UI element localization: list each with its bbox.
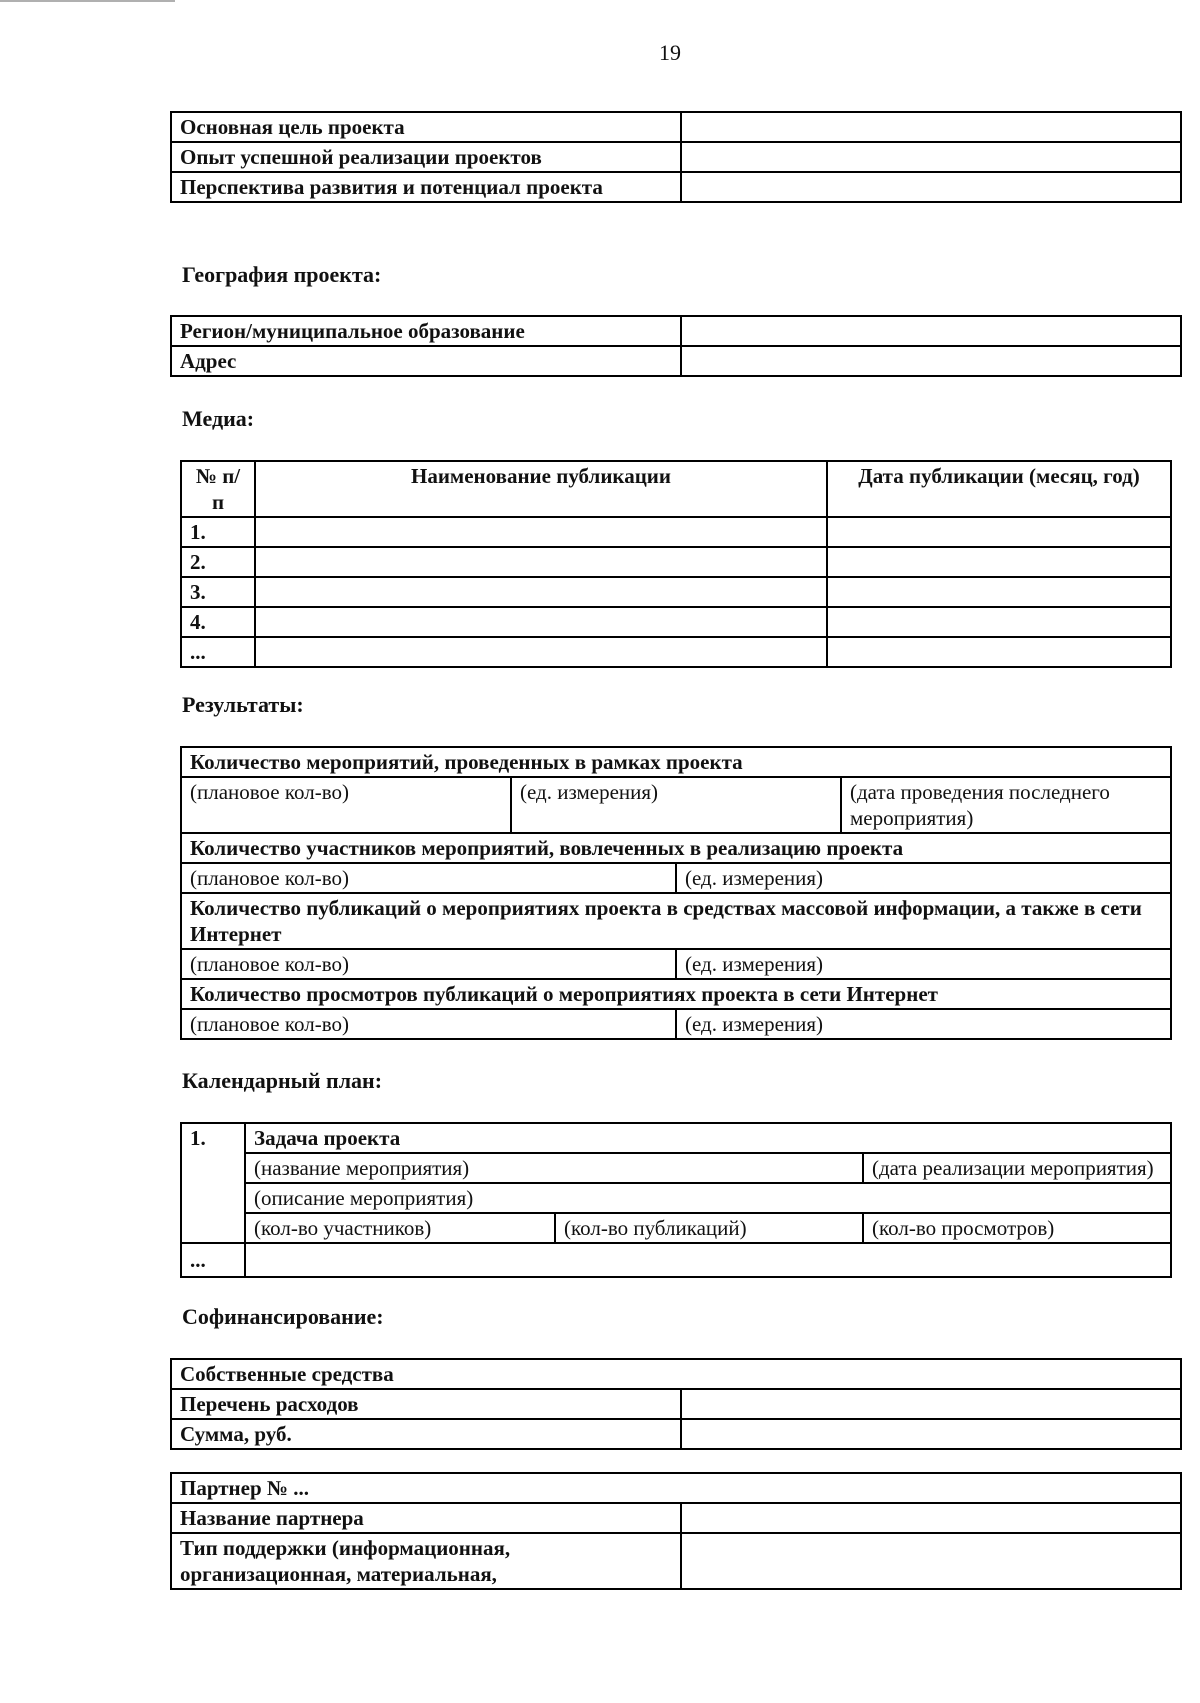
table-row — [171, 316, 1181, 346]
calendar-participants[interactable]: (кол-во участников) — [245, 1213, 555, 1243]
views-unit[interactable]: (ед. измерения) — [676, 1009, 1171, 1039]
table-row — [181, 1009, 1171, 1039]
media-row-date[interactable] — [827, 517, 1171, 547]
media-row-num: 2. — [181, 547, 255, 577]
calendar-event-name[interactable]: (название мероприятия) — [245, 1153, 863, 1183]
results-table — [180, 746, 1172, 1040]
partner-name-label: Название партнера — [171, 1503, 681, 1533]
calendar-heading: Календарный план: — [182, 1068, 383, 1093]
project-goal-label: Основная цель проекта — [171, 112, 681, 142]
participants-planned-count[interactable]: (плановое кол-во) — [181, 863, 676, 893]
table-header-row — [181, 461, 1171, 517]
table-row — [181, 893, 1171, 949]
media-row-title[interactable] — [255, 637, 827, 667]
table-row — [181, 833, 1171, 863]
table-row — [171, 1503, 1181, 1533]
address-value[interactable] — [681, 346, 1181, 376]
table-row — [181, 979, 1171, 1009]
media-col-date: Дата публикации (месяц, год) — [827, 461, 1171, 517]
media-row-title[interactable] — [255, 607, 827, 637]
media-col-num: № п/п — [181, 461, 255, 517]
expenses-list-value[interactable] — [681, 1389, 1181, 1419]
media-row-title[interactable] — [255, 517, 827, 547]
scan-edge-mark — [0, 0, 175, 2]
table-row — [171, 142, 1181, 172]
partner-name-value[interactable] — [681, 1503, 1181, 1533]
media-row-date[interactable] — [827, 607, 1171, 637]
views-count-title: Количество просмотров публикаций о мероприятиях проекта в сети Интернет — [181, 979, 1171, 1009]
table-row — [181, 547, 1171, 577]
media-row-title[interactable] — [255, 547, 827, 577]
table-row — [171, 112, 1181, 142]
table-row — [171, 172, 1181, 202]
publications-unit[interactable]: (ед. измерения) — [676, 949, 1171, 979]
calendar-table — [180, 1122, 1172, 1278]
media-row-num: 1. — [181, 517, 255, 547]
table-row — [181, 1153, 1171, 1183]
media-row-title[interactable] — [255, 577, 827, 607]
project-experience-value[interactable] — [681, 142, 1181, 172]
participants-unit[interactable]: (ед. измерения) — [676, 863, 1171, 893]
support-type-label: Тип поддержки (информационная, организационная, материальная, — [171, 1533, 681, 1589]
table-row — [181, 863, 1171, 893]
media-row-num: 3. — [181, 577, 255, 607]
calendar-event-desc[interactable]: (описание мероприятия) — [245, 1183, 1171, 1213]
calendar-publications[interactable]: (кол-во публикаций) — [555, 1213, 863, 1243]
cofinancing-heading: Софинансирование: — [182, 1304, 384, 1329]
calendar-event-date[interactable]: (дата реализации мероприятия) — [863, 1153, 1171, 1183]
address-label: Адрес — [171, 346, 681, 376]
table-row — [181, 747, 1171, 777]
partner-table — [170, 1472, 1182, 1590]
events-last-date[interactable]: (дата проведения последнего мероприятия) — [841, 777, 1171, 833]
expenses-list-label: Перечень расходов — [171, 1389, 681, 1419]
project-goal-value[interactable] — [681, 112, 1181, 142]
region-value[interactable] — [681, 316, 1181, 346]
table-row — [181, 1123, 1171, 1153]
calendar-more-value[interactable] — [245, 1243, 1171, 1277]
publications-planned-count[interactable]: (плановое кол-во) — [181, 949, 676, 979]
table-row — [181, 949, 1171, 979]
table-row — [181, 777, 1171, 833]
media-row-num: ... — [181, 637, 255, 667]
table-row — [171, 1473, 1181, 1503]
calendar-task: Задача проекта — [245, 1123, 1171, 1153]
table-row — [181, 577, 1171, 607]
media-col-title: Наименование публикации — [255, 461, 827, 517]
own-funds-table — [170, 1358, 1182, 1450]
table-row — [181, 1183, 1171, 1213]
table-row — [171, 1533, 1181, 1589]
support-type-value[interactable] — [681, 1533, 1181, 1589]
table-row — [181, 1243, 1171, 1277]
media-row-date[interactable] — [827, 547, 1171, 577]
table-row — [181, 517, 1171, 547]
table-row — [181, 607, 1171, 637]
calendar-more: ... — [181, 1243, 245, 1277]
project-prospect-label: Перспектива развития и потенциал проекта — [171, 172, 681, 202]
table-row — [181, 1213, 1171, 1243]
publications-count-title: Количество публикаций о мероприятиях проекта в средствах массовой информации, а также в сети Интернет — [181, 893, 1171, 949]
project-experience-label: Опыт успешной реализации проектов — [171, 142, 681, 172]
partner-title: Партнер № ... — [171, 1473, 1181, 1503]
calendar-views[interactable]: (кол-во просмотров) — [863, 1213, 1171, 1243]
events-count-title: Количество мероприятий, проведенных в рамках проекта — [181, 747, 1171, 777]
table-row — [171, 1389, 1181, 1419]
project-prospect-value[interactable] — [681, 172, 1181, 202]
sum-value[interactable] — [681, 1419, 1181, 1449]
media-heading: Медиа: — [182, 406, 255, 431]
own-funds-title: Собственные средства — [171, 1359, 1181, 1389]
events-planned-count[interactable]: (плановое кол-во) — [181, 777, 511, 833]
geography-table — [170, 315, 1182, 377]
results-heading: Результаты: — [182, 692, 304, 717]
media-table — [180, 460, 1172, 668]
page-number: 19 — [659, 40, 681, 65]
calendar-row-num: 1. — [181, 1123, 245, 1243]
table-row — [171, 346, 1181, 376]
geography-heading: География проекта: — [182, 262, 382, 287]
sum-label: Сумма, руб. — [171, 1419, 681, 1449]
events-unit[interactable]: (ед. измерения) — [511, 777, 841, 833]
table-row — [171, 1419, 1181, 1449]
project-table — [170, 111, 1182, 203]
views-planned-count[interactable]: (плановое кол-во) — [181, 1009, 676, 1039]
media-row-num: 4. — [181, 607, 255, 637]
region-label: Регион/муниципальное образование — [171, 316, 681, 346]
participants-count-title: Количество участников мероприятий, вовлеченных в реализацию проекта — [181, 833, 1171, 863]
table-row — [181, 637, 1171, 667]
table-row — [171, 1359, 1181, 1389]
media-row-date[interactable] — [827, 577, 1171, 607]
media-row-date[interactable] — [827, 637, 1171, 667]
